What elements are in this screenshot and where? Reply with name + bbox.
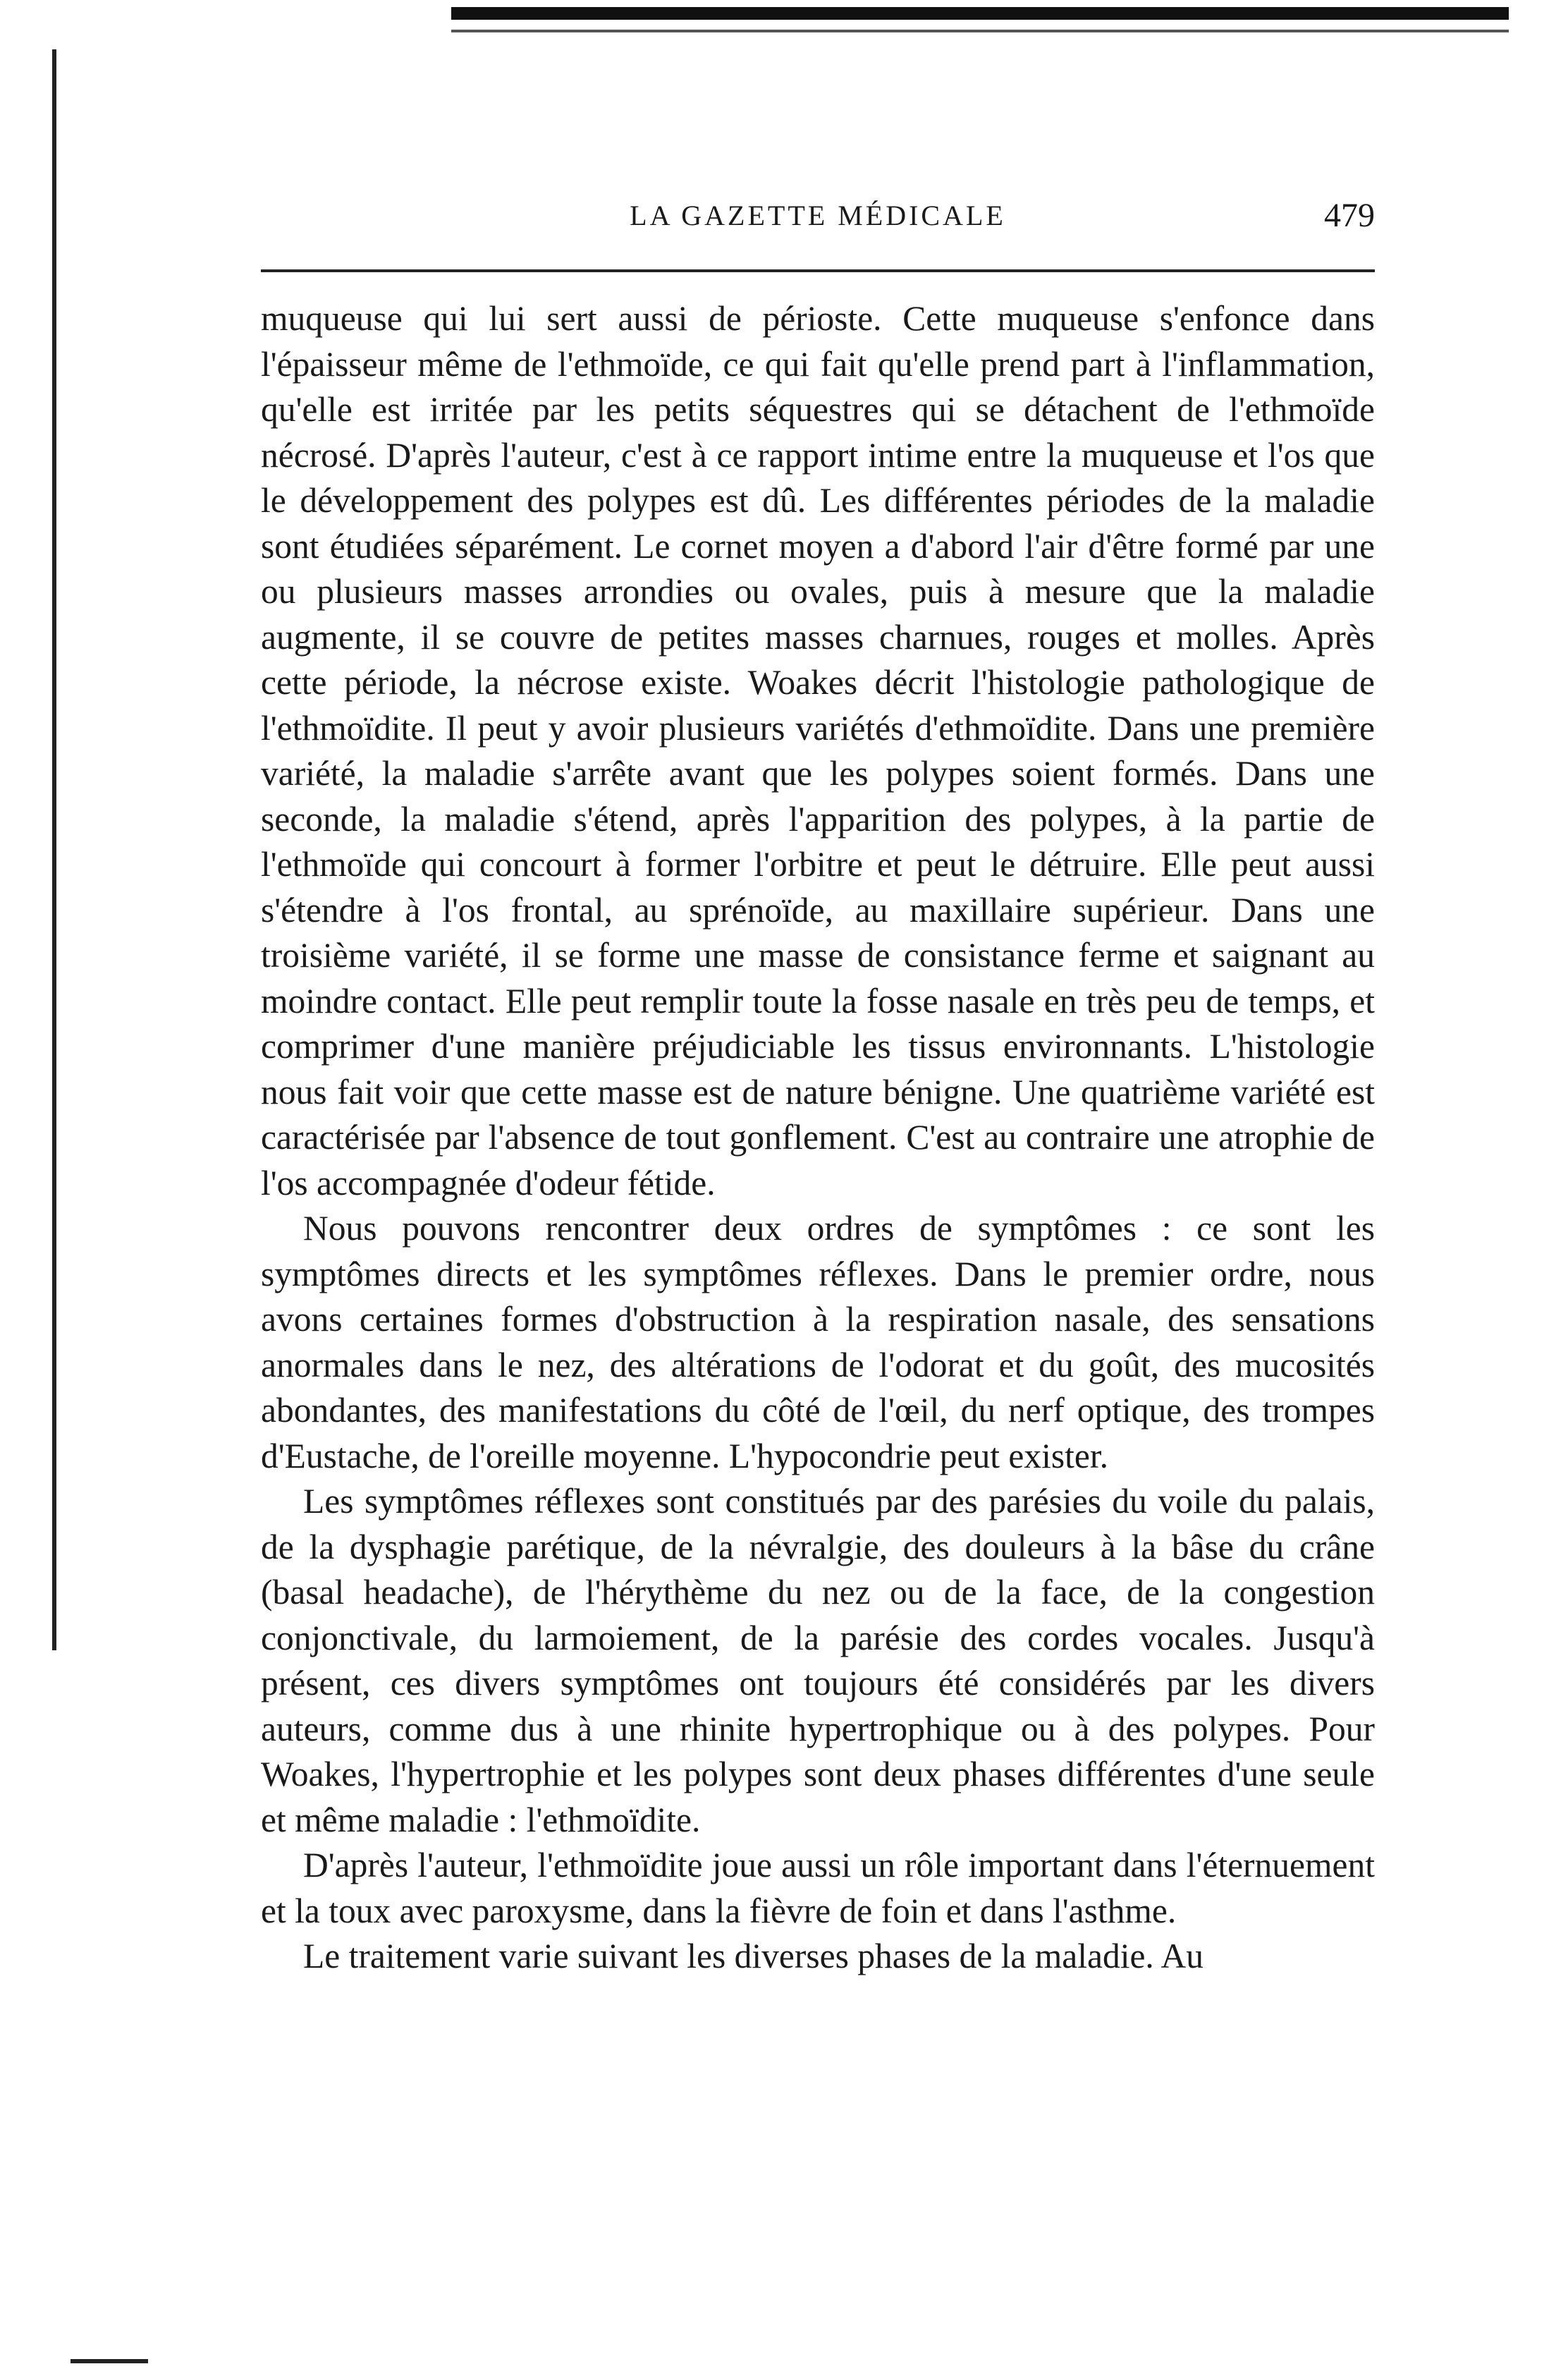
scan-edge-top [451,7,1509,20]
paragraph-5: Le traitement varie suivant les diverses phases de la maladie. Au [303,1937,1203,1975]
paragraph-1: muqueuse qui lui sert aussi de périoste. Cette muqueuse s'enfonce dans l'épaisseur même de l'ethmoïde, ce qui fait qu'elle prend part à l'inflammation, qu'elle est irritée par les petits séquestres qui se détachent de l'ethmoïde nécrosé. D'après l'auteur, c'est à ce rapport intime entre la muqueuse et l'os que le développement des polypes est dû. Les différentes périodes de la maladie sont étudiées séparément. Le cornet moyen a d'abord l'air d'être formé par une ou plusieurs masses arrondies ou ovales, puis à mesure que la maladie augmente, il se couvre de petites masses charnues, rouges et molles. Après cette période, la nécrose existe. Woakes décrit l'histologie pathologique de l'ethmoïdite. Il peut y avoir plusieurs variétés d'ethmoïdite. Dans une première variété, la maladie s'arrête avant que les polypes soient formés. Dans une seconde, la maladie s'étend, après l'apparition des polypes, à la partie de l'ethmoïde qui concourt à former l'orbitre et peut le détruire. Elle peut aussi s'étendre à l'os frontal, au sprénoïde, au maxillaire supérieur. Dans une troisième variété, il se forme une masse de consistance ferme et saignant au moindre contact. Elle peut remplir toute la fosse nasale en très peu de temps, et comprimer d'une manière préjudiciable les tissus environnants. L'histologie nous fait voir que cette masse est de nature bénigne. Une quatrième variété est caractérisée par l'absence de tout gonflement. C'est au contraire une atrophie de l'os accompagnée d'odeur fétide. [261,299,1375,1202]
body-text [261,296,1375,1980]
paragraph-4: D'après l'auteur, l'ethmoïdite joue aussi un rôle important dans l'éternuement et la toux avec paroxysme, dans la fièvre de foin et dans l'asthme. [261,1846,1375,1930]
scan-edge-bottom [71,2359,148,2363]
running-head [261,199,1375,248]
running-title: LA GAZETTE MÉDICALE [630,200,1006,231]
scan-edge-top-thin [451,30,1509,32]
header-rule [261,269,1375,272]
scan-edge-left [52,49,56,1650]
paragraph-2: Nous pouvons rencontrer deux ordres de symptômes : ce sont les symptômes directs et les symptômes réflexes. Dans le premier ordre, nous avons certaines formes d'obstruction à la respiration nasale, des sensations anormales dans le nez, des altérations de l'odorat et du goût, des mucosités abondantes, des manifestations du côté de l'œil, du nerf optique, des trompes d'Eustache, de l'oreille moyenne. L'hypocondrie peut exister. [261,1209,1375,1475]
paragraph-3: Les symptômes réflexes sont constitués par des parésies du voile du palais, de la dysphagie parétique, de la névralgie, des douleurs à la bâse du crâne (basal headache), de l'hérythème du nez ou de la face, de la congestion conjonctivale, du larmoiement, de la parésie des cordes vocales. Jusqu'à présent, ces divers symptômes ont toujours été considérés par les divers auteurs, comme dus à une rhinite hypertrophique ou à des polypes. Pour Woakes, l'hypertrophie et les polypes sont deux phases différentes d'une seule et même maladie : l'ethmoïdite. [261,1482,1375,1839]
page-number: 479 [1324,197,1375,234]
